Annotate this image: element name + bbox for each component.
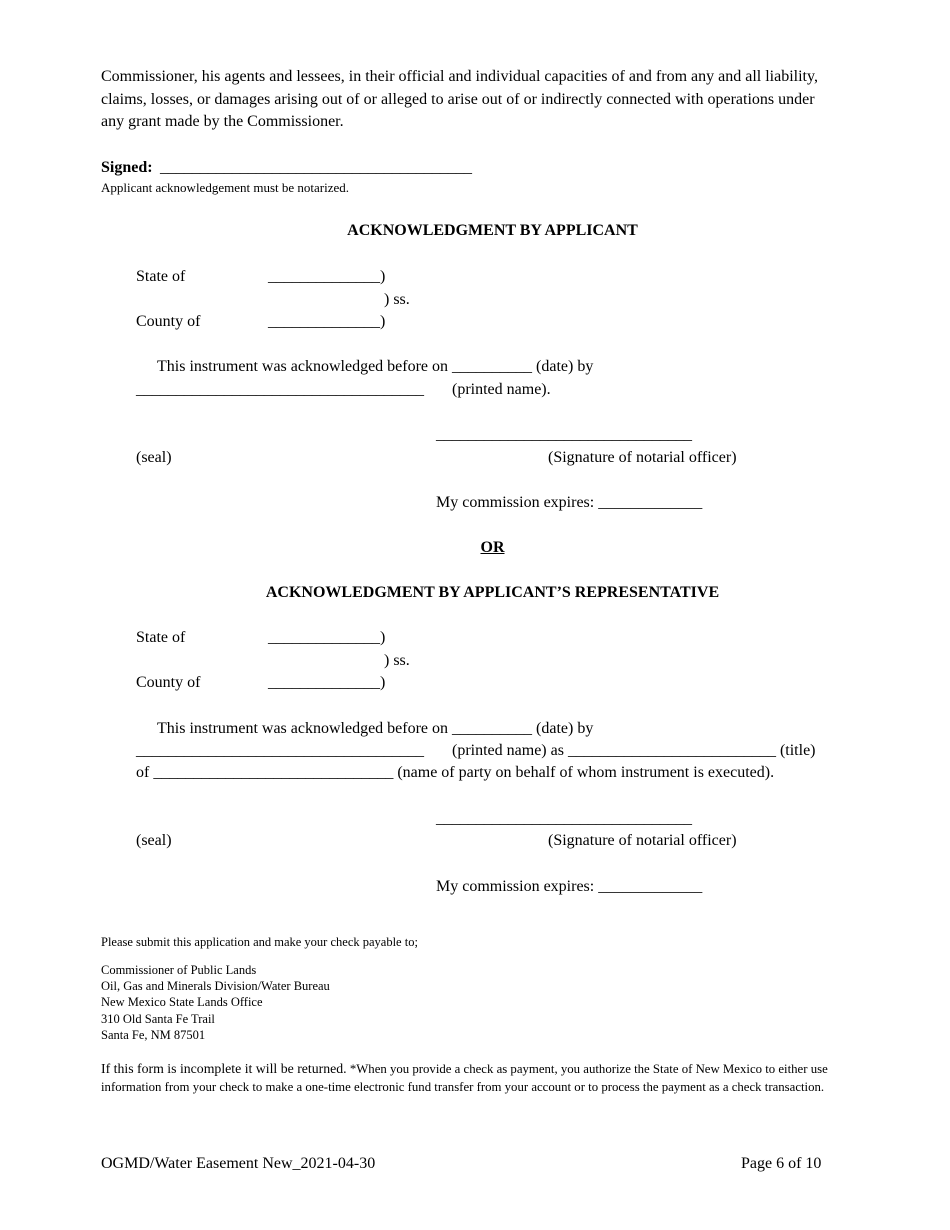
applicant-county-blank[interactable]: ______________)	[268, 313, 386, 330]
rep-notary-signature-label: (Signature of notarial officer)	[548, 832, 737, 849]
rep-commission-expires: My commission expires: _____________	[436, 878, 703, 895]
applicant-heading: ACKNOWLEDGMENT BY APPLICANT	[347, 222, 638, 239]
address-line: Oil, Gas and Minerals Division/Water Bureau	[101, 979, 330, 994]
rep-printed-name-blank[interactable]: ____________________________________	[136, 742, 424, 759]
or-divider: OR	[480, 539, 505, 556]
representative-heading: ACKNOWLEDGMENT BY APPLICANT’S REPRESENTATIVE	[265, 584, 720, 601]
payment-notice	[101, 1060, 861, 1096]
address-line: Commissioner of Public Lands	[101, 963, 257, 977]
applicant-state-blank[interactable]: ______________)	[268, 268, 386, 285]
applicant-state-label: State of	[136, 268, 186, 285]
intro-paragraph: Commissioner, his agents and lessees, in their official and individual capacities of and from any and all liability, claims, losses, or damages arising out of or alleged to arise out of or indirectly connected with operations under any grant made by the Commissioner.	[101, 68, 818, 130]
rep-ack-line: This instrument was acknowledged before on __________ (date) by	[157, 720, 594, 737]
applicant-seal: (seal)	[136, 449, 172, 466]
rep-party-line[interactable]: of ______________________________ (name of party on behalf of whom instrument is executed).	[136, 764, 775, 781]
rep-seal: (seal)	[136, 832, 172, 849]
rep-notary-signature-line[interactable]: ________________________________	[436, 810, 692, 827]
page-number: Page 6 of 10	[741, 1155, 822, 1172]
address-line: Santa Fe, NM 87501	[101, 1027, 206, 1042]
form-identifier: OGMD/Water Easement New_2021-04-30	[101, 1155, 376, 1172]
applicant-commission-expires: My commission expires: _____________	[436, 494, 703, 511]
rep-printed-name-title-line[interactable]: (printed name) as __________________________ (title)	[452, 742, 816, 759]
applicant-notary-signature-line[interactable]: ________________________________	[436, 426, 692, 443]
rep-ss: ) ss.	[384, 652, 410, 669]
applicant-printed-name-label: (printed name).	[452, 381, 551, 398]
rep-county-blank[interactable]: ______________)	[268, 674, 386, 691]
applicant-printed-name-blank[interactable]: ____________________________________	[136, 381, 424, 398]
applicant-ss: ) ss.	[384, 291, 410, 308]
signature-line[interactable]: _______________________________________	[160, 159, 472, 176]
signed-label: Signed:	[101, 159, 153, 176]
applicant-county-label: County of	[136, 313, 201, 330]
notarize-note: Applicant acknowledgement must be notarized.	[101, 180, 350, 195]
applicant-notary-signature-label: (Signature of notarial officer)	[548, 449, 737, 466]
address-line: 310 Old Santa Fe Trail	[101, 1011, 215, 1026]
rep-state-blank[interactable]: ______________)	[268, 629, 386, 646]
check-authorization-notice: *When you provide a check as payment, you authorize the State of New Mexico to either use information from your check to make a one-time electronic fund transfer from your account or to process the payment as a check transaction.	[101, 1062, 828, 1094]
address-line: New Mexico State Lands Office	[101, 995, 263, 1010]
payment-instruction: Please submit this application and make your check payable to;	[101, 935, 418, 949]
rep-state-label: State of	[136, 629, 186, 646]
incomplete-notice: If this form is incomplete it will be returned.	[101, 1061, 347, 1076]
mailing-address	[101, 962, 330, 1043]
rep-county-label: County of	[136, 674, 201, 691]
applicant-ack-line: This instrument was acknowledged before on __________ (date) by	[157, 358, 594, 375]
